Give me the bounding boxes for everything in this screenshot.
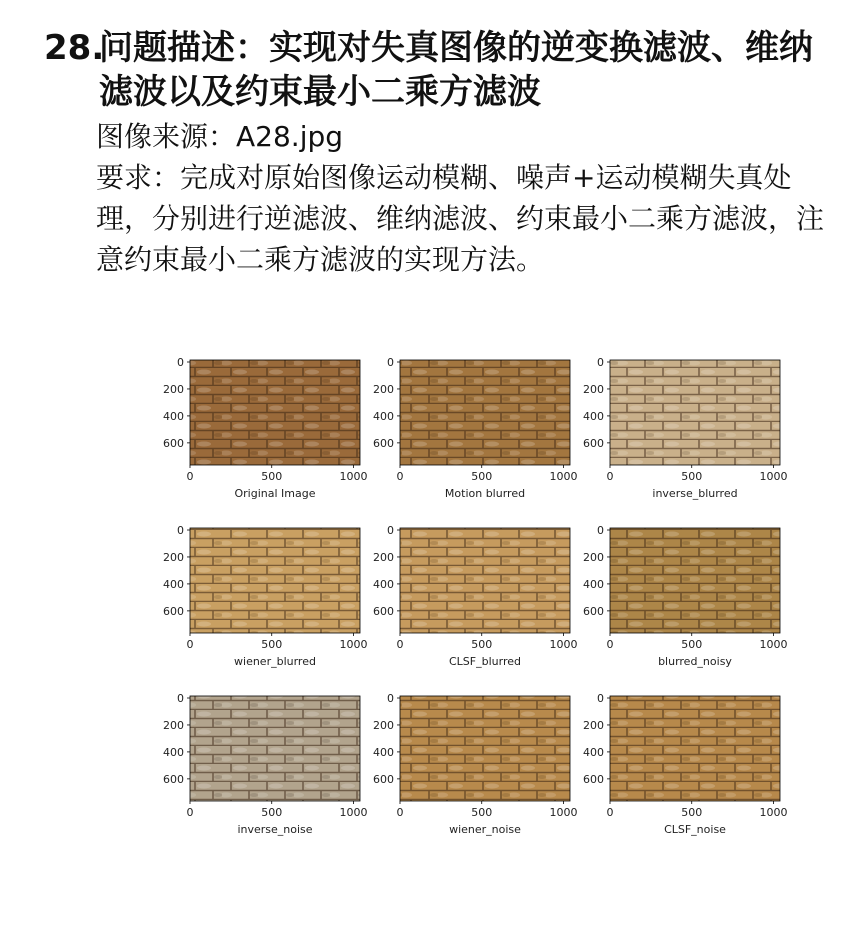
subplot-panel: [583, 524, 787, 668]
image-source-label: 图像来源：: [96, 120, 237, 153]
subplot-caption: Original Image: [234, 487, 316, 500]
y-tick-label: 600: [163, 436, 184, 450]
subplot-caption: inverse_noise: [237, 823, 313, 836]
subplot-image-texture: [400, 360, 570, 465]
y-tick-label: 200: [583, 550, 604, 564]
y-tick-label: 600: [373, 604, 394, 618]
y-tick-label: 600: [583, 604, 604, 618]
subplot-panel: [373, 692, 577, 836]
subplot-panel: [373, 524, 577, 668]
y-tick-label: 0: [177, 356, 184, 369]
y-tick-label: 0: [387, 356, 394, 369]
x-tick-label: 0: [186, 638, 194, 651]
subplot-panel: [163, 692, 367, 836]
y-tick-label: 0: [387, 524, 394, 537]
y-tick-label: 0: [597, 356, 604, 369]
y-tick-label: 600: [373, 436, 394, 450]
subplot-caption: blurred_noisy: [658, 655, 732, 668]
x-tick-label: 500: [471, 638, 493, 651]
x-tick-label: 1000: [339, 806, 368, 819]
y-tick-label: 0: [177, 692, 184, 705]
y-tick-label: 600: [583, 436, 604, 450]
subplot-image-texture: [190, 360, 360, 465]
y-tick-label: 200: [373, 718, 394, 732]
requirement-text: 要求：完成对原始图像运动模糊、噪声+运动模糊失真处理，分别进行逆滤波、维纳滤波、约束最小二乘方滤波，注意约束最小二乘方滤波的实现方法。: [96, 161, 825, 276]
subplot-panel: [163, 356, 367, 500]
question-title: 问题描述：实现对失真图像的逆变换滤波、维纳滤波以及约束最小二乘方滤波: [99, 28, 813, 112]
subplot-panel: [583, 692, 787, 836]
subplot-caption: wiener_noise: [449, 823, 521, 836]
subplot-caption: inverse_blurred: [652, 487, 738, 500]
x-tick-label: 0: [606, 806, 614, 819]
question-number: 28.: [44, 28, 105, 68]
y-tick-label: 0: [387, 692, 394, 705]
subplot-caption: wiener_blurred: [234, 655, 316, 668]
y-tick-label: 600: [163, 604, 184, 618]
subplot-caption: CLSF_noise: [664, 823, 726, 836]
subplot-image-texture: [610, 696, 780, 801]
x-tick-label: 500: [471, 470, 493, 483]
y-tick-label: 400: [163, 577, 184, 591]
x-tick-label: 1000: [549, 806, 578, 819]
subplot-image-texture: [190, 696, 360, 801]
y-tick-label: 400: [583, 409, 604, 423]
y-tick-label: 400: [163, 409, 184, 423]
subplot-panel: [163, 524, 367, 668]
image-source-file: A28.jpg: [236, 120, 344, 153]
x-tick-label: 1000: [759, 806, 788, 819]
x-tick-label: 1000: [549, 638, 578, 651]
y-tick-label: 200: [373, 382, 394, 396]
y-tick-label: 200: [163, 718, 184, 732]
subplot-image-texture: [400, 528, 570, 633]
y-tick-label: 600: [373, 772, 394, 786]
y-tick-label: 400: [583, 577, 604, 591]
y-tick-label: 200: [373, 550, 394, 564]
x-tick-label: 1000: [339, 638, 368, 651]
y-tick-label: 200: [583, 718, 604, 732]
subplot-panel: [373, 356, 577, 500]
y-tick-label: 400: [583, 745, 604, 759]
x-tick-label: 0: [396, 806, 404, 819]
x-tick-label: 500: [681, 470, 703, 483]
x-tick-label: 1000: [759, 470, 788, 483]
y-tick-label: 400: [373, 409, 394, 423]
subplot-caption: Motion blurred: [444, 487, 526, 500]
subplot-image-texture: [400, 696, 570, 801]
x-tick-label: 1000: [759, 638, 788, 651]
x-tick-label: 0: [186, 470, 194, 483]
x-tick-label: 0: [396, 470, 404, 483]
y-tick-label: 0: [597, 524, 604, 537]
image-source-line: [96, 116, 826, 157]
y-tick-label: 0: [597, 692, 604, 705]
question-body: [96, 116, 826, 280]
x-tick-label: 500: [261, 638, 283, 651]
x-tick-label: 0: [606, 638, 614, 651]
x-tick-label: 500: [261, 806, 283, 819]
x-tick-label: 0: [396, 638, 404, 651]
y-tick-label: 200: [163, 382, 184, 396]
y-tick-label: 400: [163, 745, 184, 759]
subplot-panel: [583, 356, 787, 500]
subplot-caption: CLSF_blurred: [449, 655, 521, 668]
result-figure: [150, 350, 800, 860]
question-heading: [44, 26, 844, 114]
x-tick-label: 0: [606, 470, 614, 483]
subplot-image-texture: [610, 360, 780, 465]
y-tick-label: 200: [583, 382, 604, 396]
y-tick-label: 600: [583, 772, 604, 786]
x-tick-label: 500: [261, 470, 283, 483]
subplot-image-texture: [610, 528, 780, 633]
y-tick-label: 200: [163, 550, 184, 564]
x-tick-label: 500: [471, 806, 493, 819]
x-tick-label: 500: [681, 638, 703, 651]
x-tick-label: 500: [681, 806, 703, 819]
y-tick-label: 400: [373, 745, 394, 759]
x-tick-label: 1000: [549, 470, 578, 483]
x-tick-label: 0: [186, 806, 194, 819]
subplot-image-texture: [190, 528, 360, 633]
y-tick-label: 400: [373, 577, 394, 591]
y-tick-label: 600: [163, 772, 184, 786]
y-tick-label: 0: [177, 524, 184, 537]
x-tick-label: 1000: [339, 470, 368, 483]
